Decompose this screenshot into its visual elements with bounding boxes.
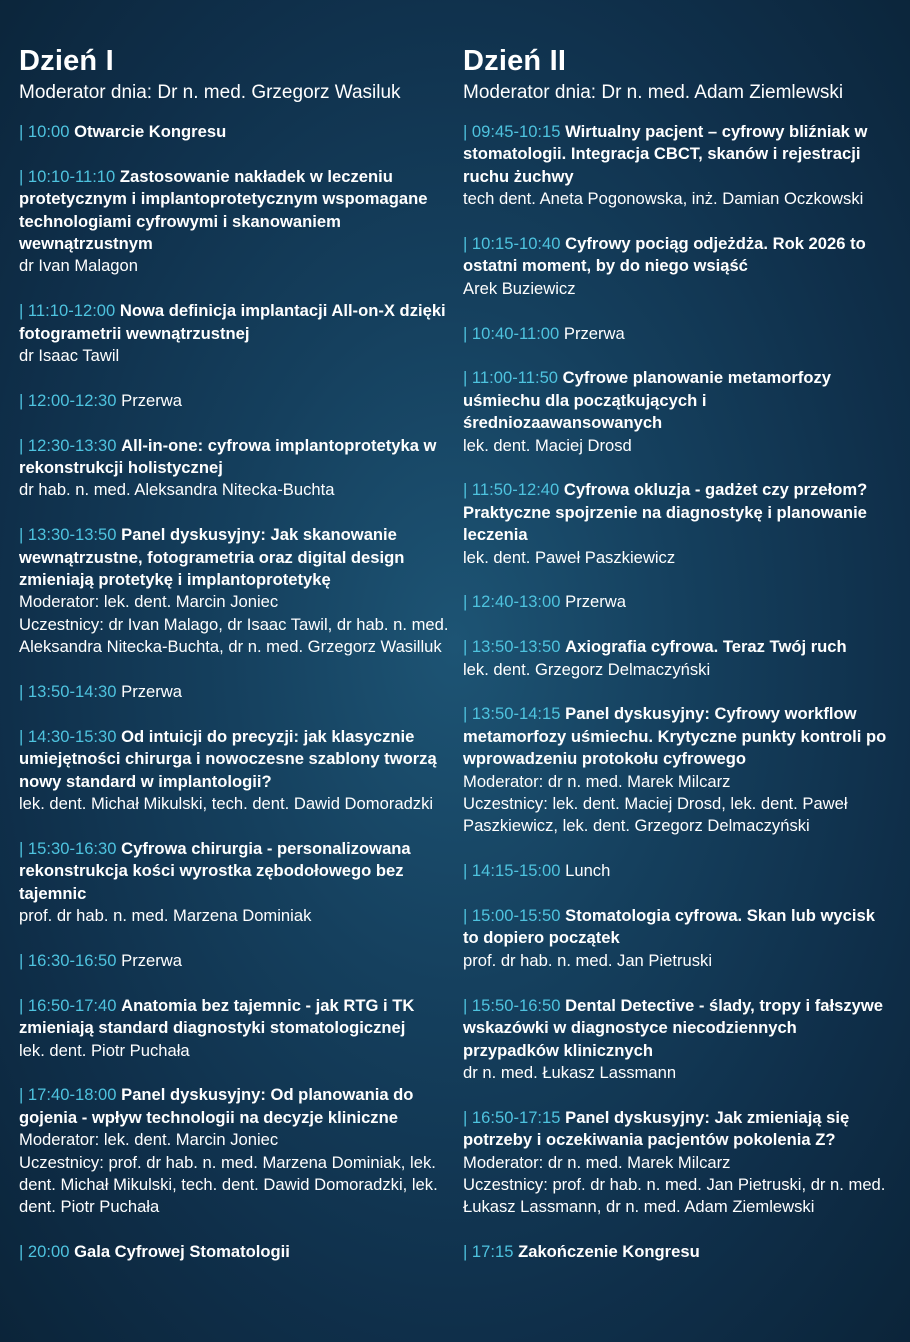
- session-time: | 20:00: [19, 1242, 70, 1262]
- day1-session-list: [19, 121, 449, 1264]
- session-time: | 13:30-13:50: [19, 525, 117, 545]
- session-time: | 10:00: [19, 122, 70, 141]
- agenda-item: [463, 1107, 895, 1219]
- session-time: | 12:30-13:30: [19, 435, 117, 455]
- agenda-item: [463, 121, 895, 211]
- agenda-item: [19, 726, 449, 816]
- session-title: All-in-one: cyfrowa implantoprotetyka w rekonstrukcji holistycznej: [19, 435, 437, 478]
- agenda-item: [19, 995, 449, 1062]
- agenda-item: [19, 121, 449, 143]
- agenda-item-heading: [463, 1107, 895, 1152]
- agenda-item: [463, 323, 895, 345]
- session-time: | 10:15-10:40: [463, 234, 561, 254]
- agenda-item: [463, 367, 895, 457]
- session-label: Przerwa: [565, 592, 626, 612]
- session-time: | 16:30-16:50: [19, 950, 117, 970]
- agenda-item-heading: [463, 367, 895, 434]
- agenda-item-heading: [463, 233, 895, 278]
- session-time: | 15:50-16:50: [463, 995, 561, 1015]
- agenda-item-heading: [19, 681, 449, 703]
- agenda-item-heading: [463, 479, 895, 546]
- session-time: | 15:00-15:50: [463, 906, 561, 926]
- session-title: Dental Detective - ślady, tropy i fałszywe wskazówki w diagnostyce niecodziennych przypadków klinicznych: [463, 995, 883, 1060]
- agenda-item-heading: [19, 300, 449, 345]
- session-time: | 11:50-12:40: [463, 480, 560, 500]
- agenda-item: [463, 479, 895, 569]
- agenda-item-heading: [19, 838, 449, 905]
- agenda-item: [19, 166, 449, 278]
- session-speakers: dr hab. n. med. Aleksandra Nitecka-Buchta: [19, 480, 335, 500]
- session-time: | 16:50-17:15: [463, 1107, 561, 1127]
- session-time: | 14:30-15:30: [19, 726, 117, 746]
- agenda-item: [19, 681, 449, 703]
- session-time: | 17:40-18:00: [19, 1085, 117, 1105]
- session-title: Gala Cyfrowej Stomatologii: [74, 1242, 290, 1262]
- session-title: Od intuicji do precyzji: jak klasycznie umiejętności chirurga i nowoczesne szablony tworzą nowy standard w implantologii?: [19, 726, 437, 791]
- session-title: Cyfrowa chirurgia - personalizowana rekonstrukcja kości wyrostka zębodołowego bez tajemnic: [19, 838, 411, 903]
- day1-title: Dzień I: [19, 45, 114, 77]
- agenda-item-heading: [19, 995, 449, 1040]
- session-speakers: dr Isaac Tawil: [19, 346, 120, 366]
- session-speakers: tech dent. Aneta Pogonowska, inż. Damian Oczkowski: [463, 189, 864, 209]
- agenda-item-heading: [463, 591, 895, 613]
- session-speakers: Moderator: dr n. med. Marek Milcarz: [463, 771, 731, 791]
- agenda-item-heading: [463, 905, 895, 950]
- session-label: Przerwa: [563, 323, 625, 343]
- session-time: | 15:30-16:30: [19, 838, 117, 858]
- agenda-item: [463, 1241, 895, 1263]
- agenda-item: [463, 591, 895, 613]
- session-time: | 13:50-14:15: [463, 704, 561, 724]
- session-title: Panel dyskusyjny: Cyfrowy workflow metamorfozy uśmiechu. Krytyczne punkty kontroli po wprowadzeniu protokołu cyfrowego: [463, 704, 887, 769]
- agenda-item: [19, 1084, 449, 1218]
- session-speakers: lek. dent. Maciej Drosd: [463, 435, 632, 455]
- session-time: | 11:00-11:50: [463, 368, 559, 388]
- agenda-item: [19, 300, 449, 367]
- agenda-item: [463, 703, 895, 837]
- agenda-item-heading: [19, 390, 449, 412]
- session-speakers: Arek Buziewicz: [463, 278, 576, 298]
- session-title: Nowa definicja implantacji All-on-X dzięki fotogrametrii wewnątrzustnej: [19, 301, 446, 343]
- agenda-item: [463, 233, 895, 300]
- day2-moderator: Moderator dnia: Dr n. med. Adam Ziemlewski: [463, 82, 844, 103]
- session-speakers: dr Ivan Malagon: [19, 256, 138, 276]
- agenda-item: [19, 1241, 449, 1263]
- session-time: | 12:00-12:30: [19, 390, 117, 410]
- agenda-item-heading: [463, 121, 895, 188]
- session-time: | 13:50-13:50: [463, 637, 561, 657]
- agenda-item-heading: [19, 524, 449, 591]
- day2-session-list: [463, 121, 895, 1264]
- day1-moderator: Moderator dnia: Dr n. med. Grzegorz Wasiluk: [19, 82, 401, 103]
- session-speakers: Moderator: dr n. med. Marek Milcarz: [463, 1152, 731, 1172]
- session-speakers: lek. dent. Piotr Puchała: [19, 1040, 190, 1060]
- agenda-item-heading: [19, 121, 449, 143]
- agenda-item-heading: [19, 166, 449, 256]
- session-speakers: prof. dr hab. n. med. Jan Pietruski: [463, 950, 713, 970]
- agenda-item: [19, 950, 449, 972]
- agenda-item-heading: [19, 950, 449, 972]
- session-title: Otwarcie Kongresu: [74, 122, 227, 141]
- session-speakers: Uczestnicy: prof. dr hab. n. med. Jan Pietruski, dr n. med. Łukasz Lassmann, dr n. med. Adam Ziemlewski: [463, 1174, 886, 1217]
- session-speakers: lek. dent. Michał Mikulski, tech. dent. Dawid Domoradzki: [19, 794, 434, 814]
- session-time: | 10:40-11:00: [463, 323, 560, 343]
- agenda-item-heading: [19, 1241, 449, 1263]
- agenda-item-heading: [463, 995, 895, 1062]
- agenda-item: [19, 435, 449, 502]
- agenda-item: [463, 636, 895, 681]
- session-title: Panel dyskusyjny: Jak zmieniają się potrzeby i oczekiwania pacjentów pokolenia Z?: [463, 1107, 850, 1150]
- session-label: Lunch: [565, 861, 611, 881]
- session-title: Zakończenie Kongresu: [518, 1242, 700, 1262]
- session-speakers: Uczestnicy: lek. dent. Maciej Drosd, lek. dent. Paweł Paszkiewicz, lek. dent. Grzegorz Delmaczyński: [463, 794, 848, 836]
- agenda-item: [463, 860, 895, 882]
- session-time: | 13:50-14:30: [19, 682, 117, 702]
- agenda-item-heading: [463, 860, 895, 882]
- session-time: | 17:15: [463, 1242, 514, 1262]
- session-title: Cyfrowy pociąg odjeżdża. Rok 2026 to ostatni moment, by do niego wsiąść: [463, 234, 866, 276]
- session-title: Zastosowanie nakładek w leczeniu protetycznym i implantoprotetycznym wspomagane technologiami cyfrowymi i skanowaniem wewnątrzustnym: [19, 166, 428, 254]
- day2-column: [463, 42, 895, 1286]
- session-time: | 14:15-15:00: [463, 861, 561, 881]
- session-speakers: Moderator: lek. dent. Marcin Joniec: [19, 592, 279, 612]
- session-time: | 09:45-10:15: [463, 122, 561, 141]
- session-speakers: Uczestnicy: prof. dr hab. n. med. Marzena Dominiak, lek. dent. Michał Mikulski, tech. dent. Dawid Domoradzki, lek. dent. Piotr Puchała: [19, 1152, 438, 1217]
- agenda-item-heading: [463, 1241, 895, 1263]
- session-speakers: prof. dr hab. n. med. Marzena Dominiak: [19, 906, 312, 926]
- session-time: | 16:50-17:40: [19, 995, 117, 1015]
- session-title: Panel dyskusyjny: Jak skanowanie wewnątrzustne, fotogrametria oraz digital design zmieniają protetykę i implantoprotetykę: [19, 525, 405, 590]
- agenda-item-heading: [463, 636, 895, 658]
- agenda-item: [19, 390, 449, 412]
- session-time: | 10:10-11:10: [19, 166, 116, 186]
- agenda-item: [19, 838, 449, 928]
- agenda-item: [19, 524, 449, 658]
- agenda-item-heading: [19, 1084, 449, 1129]
- agenda-item-heading: [463, 323, 895, 345]
- session-label: Przerwa: [121, 390, 182, 410]
- agenda-item: [463, 905, 895, 972]
- session-title: Cyfrowe planowanie metamorfozy uśmiechu dla początkujących i średniozaawansowanych: [463, 368, 831, 433]
- agenda-item: [463, 995, 895, 1085]
- session-title: Stomatologia cyfrowa. Skan lub wycisk to dopiero początek: [463, 906, 875, 948]
- session-title: Cyfrowa okluzja - gadżet czy przełom? Praktyczne spojrzenie na diagnostykę i planowanie leczenia: [463, 480, 868, 545]
- session-speakers: dr n. med. Łukasz Lassmann: [463, 1062, 677, 1082]
- session-label: Przerwa: [121, 682, 182, 702]
- session-speakers: Moderator: lek. dent. Marcin Joniec: [19, 1130, 279, 1150]
- session-title: Anatomia bez tajemnic - jak RTG i TK zmieniają standard diagnostyki stomatologicznej: [19, 995, 415, 1038]
- session-title: Axiografia cyfrowa. Teraz Twój ruch: [565, 637, 847, 657]
- session-label: Przerwa: [121, 950, 182, 970]
- day1-column: [19, 42, 449, 1286]
- session-speakers: lek. dent. Paweł Paszkiewicz: [463, 547, 676, 567]
- agenda-item-heading: [19, 435, 449, 480]
- session-title: Wirtualny pacjent – cyfrowy bliźniak w stomatologii. Integracja CBCT, skanów i rejestracji ruchu żuchwy: [463, 122, 868, 186]
- session-time: | 11:10-12:00: [19, 301, 116, 321]
- session-speakers: Uczestnicy: dr Ivan Malago, dr Isaac Tawil, dr hab. n. med. Aleksandra Nitecka-Buchta, dr n. med. Grzegorz Wasilluk: [19, 614, 449, 657]
- session-speakers: lek. dent. Grzegorz Delmaczyński: [463, 659, 711, 679]
- agenda-item-heading: [19, 726, 449, 793]
- session-time: | 12:40-13:00: [463, 592, 561, 612]
- agenda-item-heading: [463, 703, 895, 770]
- session-title: Panel dyskusyjny: Od planowania do gojenia - wpływ technologii na decyzje kliniczne: [19, 1085, 414, 1127]
- day2-title: Dzień II: [463, 45, 567, 77]
